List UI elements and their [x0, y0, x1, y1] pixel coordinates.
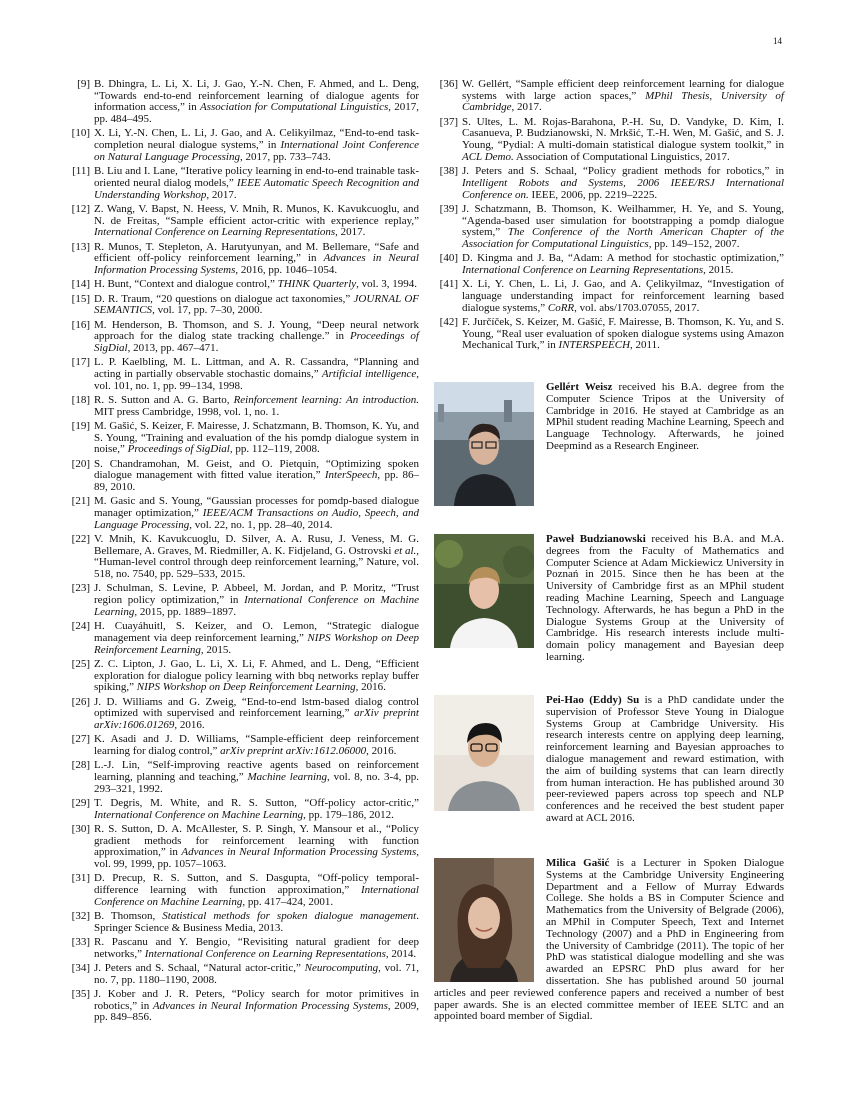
reference-item: [41] X. Li, Y. Chen, L. Li, J. Gao, and A. Çelikyilmaz, “Investigation of language understanding impact for reinforcement learning based dialogue systems,” CoRR, vol. abs/1703.07055, 2017.	[434, 279, 784, 314]
author-bio	[434, 695, 784, 825]
reference-item: [32] B. Thomson, Statistical methods for spoken dialogue management. Springer Science & Business Media, 2013.	[66, 911, 419, 934]
reference-number: [15]	[71, 292, 90, 305]
author-name: Pei-Hao (Eddy) Su	[546, 694, 640, 706]
reference-item: [33] R. Pascanu and Y. Bengio, “Revisiting natural gradient for deep networks,” International Conference on Learning Representations, 2014.	[66, 937, 419, 960]
reference-item: [24] H. Cuayáhuitl, S. Keizer, and O. Lemon, “Strategic dialogue management via deep reinforcement learning,” NIPS Workshop on Deep Reinforcement Learning, 2015.	[66, 621, 419, 656]
author-bio-text: received his B.A. degree from the Computer Science Tripos at the University of Cambridge in 2016. He stayed at Cambridge as an MPhil student reading Machine Learning, Speech and Language Technology. Afterwards, he joined Deepmind as a Research Engineer.	[546, 381, 785, 452]
reference-item: [22] V. Mnih, K. Kavukcuoglu, D. Silver, A. A. Rusu, J. Veness, M. G. Bellemare, A. Graves, M. Riedmiller, A. K. Fidjeland, G. Ostrovski et al., “Human-level control through deep reinforcement learning,” Nature, vol. 518, no. 7540, pp. 529–533, 2015.	[66, 534, 419, 581]
page-number: 14	[773, 36, 782, 46]
reference-item: [30] R. S. Sutton, D. A. McAllester, S. P. Singh, Y. Mansour et al., “Policy gradient methods for reinforcement learning with function approximation,” in Advances in Neural Information Processing Systems, vol. 99, 1999, pp. 1057–1063.	[66, 824, 419, 871]
reference-item: [37] S. Ultes, L. M. Rojas-Barahona, P.-H. Su, D. Vandyke, D. Kim, I. Casanueva, P. Budzianowski, N. Mrkšić, T.-H. Wen, M. Gašić, and S. J. Young, “Pydial: A multi-domain statistical dialogue system toolkit,” in ACL Demo. Association of Computational Linguistics, 2017.	[434, 117, 784, 164]
reference-item: [21] M. Gasic and S. Young, “Gaussian processes for pomdp-based dialogue manager optimization,” IEEE/ACM Transactions on Audio, Speech, and Language Processing, vol. 22, no. 1, pp. 28–40, 2014.	[66, 496, 419, 531]
reference-number: [19]	[71, 419, 90, 432]
reference-item: [36] W. Gellért, “Sample efficient deep reinforcement learning for dialogue systems with large action spaces,” MPhil Thesis, University of Cambridge, 2017.	[434, 79, 784, 114]
reference-item: [18] R. S. Sutton and A. G. Barto, Reinforcement learning: An introduction. MIT press Cambridge, 1998, vol. 1, no. 1.	[66, 395, 419, 418]
author-name: Paweł Budzianowski	[546, 533, 646, 545]
reference-number: [22]	[71, 533, 90, 546]
references-left-column	[66, 79, 419, 1027]
reference-number: [29]	[71, 796, 90, 809]
author-bio	[434, 858, 784, 1023]
author-photo	[434, 858, 534, 982]
reference-item: [23] J. Schulman, S. Levine, P. Abbeel, M. Jordan, and P. Moritz, “Trust region policy optimization,” in International Conference on Machine Learning, 2015, pp. 1889–1897.	[66, 583, 419, 618]
reference-item: [20] S. Chandramohan, M. Geist, and O. Pietquin, “Optimizing spoken dialogue management with fitted value iteration,” InterSpeech, pp. 86–89, 2010.	[66, 459, 419, 494]
reference-number: [42]	[439, 315, 458, 328]
reference-number: [25]	[71, 657, 90, 670]
reference-item: [31] D. Precup, R. S. Sutton, and S. Dasgupta, “Off-policy temporal-difference learning with function approximation,” International Conference on Machine Learning, pp. 417–424, 2001.	[66, 873, 419, 908]
reference-item: [17] L. P. Kaelbling, M. L. Littman, and A. R. Cassandra, “Planning and acting in partially observable stochastic domains,” Artificial intelligence, vol. 101, no. 1, pp. 99–134, 1998.	[66, 357, 419, 392]
reference-item: [15] D. R. Traum, “20 questions on dialogue act taxonomies,” JOURNAL OF SEMANTICS, vol. 17, pp. 7–30, 2000.	[66, 294, 419, 317]
reference-number: [10]	[71, 127, 90, 140]
author-bio-text: is a Lecturer in Spoken Dialogue Systems at the Cambridge University Engineering Department and a Fellow of Murray Edwards College. She holds a BS in Computer Science and Mathematics from the University of Belgrade (2006), an MPhil in Computer Speech, Text and Internet Technology (2007) and a PhD in Engineering from the University of Cambridge (2011). The topic of her PhD was statistical dialogue modelling and she was awarded an EPSRC PhD plus award for her dissertation. She has published around 50 journal articles and peer reviewed conference papers and received a number of best paper awards. She is an elected committee member of IEEE SLTC and an appointed board member of Sigdial.	[434, 857, 784, 1023]
author-bio-text: received his B.A. and M.A. degrees from the Faculty of Mathematics and Computer Science at Adam Mickiewicz University in Poznań in 2015. Since then he has been at the University of Cambridge first as an MPhil student reading Machine Learning, Speech and Language Technology. Afterwards, he has begun a PhD in the Dialogue Systems Group at the University of Cambridge. His research interests include multi-domain policy management and Bayesian deep learning.	[546, 533, 784, 663]
reference-number: [13]	[71, 240, 90, 253]
reference-item: [28] L.-J. Lin, “Self-improving reactive agents based on reinforcement learning, planning and teaching,” Machine learning, vol. 8, no. 3-4, pp. 293–321, 1992.	[66, 760, 419, 795]
reference-item: [34] J. Peters and S. Schaal, “Natural actor-critic,” Neurocomputing, vol. 71, no. 7, pp. 1180–1190, 2008.	[66, 963, 419, 986]
reference-number: [34]	[71, 962, 90, 975]
reference-item: [39] J. Schatzmann, B. Thomson, K. Weilhammer, H. Ye, and S. Young, “Agenda-based user simulation for bootstrapping a pomdp dialogue system,” The Conference of the North American Chapter of the Association for Computational Linguistics, pp. 149–152, 2007.	[434, 204, 784, 251]
references-right-column	[434, 79, 784, 355]
reference-number: [26]	[71, 695, 90, 708]
author-photo	[434, 534, 534, 648]
author-photo	[434, 382, 534, 506]
reference-item: [19] M. Gašić, S. Keizer, F. Mairesse, J. Schatzmann, B. Thomson, K. Yu, and S. Young, “Training and evaluation of the his pomdp dialogue system in noise,” Proceedings of SigDial, pp. 112–119, 2008.	[66, 421, 419, 456]
reference-item: [10] X. Li, Y.-N. Chen, L. Li, J. Gao, and A. Celikyilmaz, “End-to-end task-completion neural dialogue systems,” in International Joint Conference on Natural Language Processing, 2017, pp. 733–743.	[66, 128, 419, 163]
reference-number: [40]	[439, 252, 458, 265]
reference-item: [27] K. Asadi and J. D. Williams, “Sample-efficient deep reinforcement learning for dialog control,” arXiv preprint arXiv:1612.06000, 2016.	[66, 734, 419, 757]
reference-number: [38]	[439, 165, 458, 178]
reference-number: [23]	[71, 582, 90, 595]
reference-number: [9]	[77, 78, 90, 90]
reference-item: [13] R. Munos, T. Stepleton, A. Harutyunyan, and M. Bellemare, “Safe and efficient off-policy reinforcement learning,” in Advances in Neural Information Processing Systems, 2016, pp. 1046–1054.	[66, 242, 419, 277]
reference-number: [37]	[439, 115, 458, 128]
reference-number: [24]	[71, 620, 90, 633]
reference-item: [12] Z. Wang, V. Bapst, N. Heess, V. Mnih, R. Munos, K. Kavukcuoglu, and N. de Freitas, “Sample efficient actor-critic with experience replay,” International Conference on Learning Representations, 2017.	[66, 204, 419, 239]
author-photo	[434, 695, 534, 811]
reference-number: [12]	[71, 202, 90, 215]
reference-item: [16] M. Henderson, B. Thomson, and S. J. Young, “Deep neural network approach for the dialog state tracking challenge.” in Proceedings of SigDial, 2013, pp. 467–471.	[66, 320, 419, 355]
reference-number: [35]	[71, 988, 90, 1001]
reference-item: [42] F. Jurčíček, S. Keizer, M. Gašić, F. Mairesse, B. Thomson, K. Yu, and S. Young, “Real user evaluation of spoken dialogue systems using Amazon Mechanical Turk,” in INTERSPEECH, 2011.	[434, 317, 784, 352]
reference-number: [39]	[439, 202, 458, 215]
author-name: Milica Gašić	[546, 857, 610, 869]
reference-number: [17]	[71, 356, 90, 369]
reference-item: [25] Z. C. Lipton, J. Gao, L. Li, X. Li, F. Ahmed, and L. Deng, “Efficient exploration for dialogue policy learning with bbq networks replay buffer spiking,” NIPS Workshop on Deep Reinforcement Learning, 2016.	[66, 659, 419, 694]
reference-number: [31]	[71, 872, 90, 885]
reference-number: [32]	[71, 910, 90, 923]
reference-number: [30]	[71, 822, 90, 835]
author-bio	[434, 534, 784, 664]
reference-number: [27]	[71, 733, 90, 746]
reference-number: [36]	[439, 78, 458, 90]
reference-item: [35] J. Kober and J. R. Peters, “Policy search for motor primitives in robotics,” in Advances in Neural Information Processing Systems, 2009, pp. 849–856.	[66, 989, 419, 1024]
author-bio	[434, 382, 784, 510]
reference-number: [14]	[71, 278, 90, 291]
author-name: Gellért Weisz	[546, 381, 613, 393]
reference-number: [28]	[71, 759, 90, 772]
reference-item: [38] J. Peters and S. Schaal, “Policy gradient methods for robotics,” in Intelligent Robots and Systems, 2006 IEEE/RSJ International Conference on. IEEE, 2006, pp. 2219–2225.	[434, 166, 784, 201]
reference-number: [18]	[71, 393, 90, 406]
reference-item: [14] H. Bunt, “Context and dialogue control,” THINK Quarterly, vol. 3, 1994.	[66, 279, 419, 291]
reference-number: [20]	[71, 457, 90, 470]
reference-number: [16]	[71, 318, 90, 331]
reference-item: [40] D. Kingma and J. Ba, “Adam: A method for stochastic optimization,” International Conference on Learning Representations, 2015.	[434, 253, 784, 276]
author-bio-text: is a PhD candidate under the supervision of Professor Steve Young in Dialogue Systems Group at Cambridge University. His research interests centre on applying deep learning, reinforcement learning and Bayesian approaches to dialogue management and reward estimation, with the aim of building systems that can learn directly from human interaction. He has published around 30 peer-reviewed papers across top speech and NLP conferences and he received the best student paper award at ACL 2016.	[546, 694, 784, 824]
reference-item: [29] T. Degris, M. White, and R. S. Sutton, “Off-policy actor-critic,” International Conference on Machine Learning, pp. 179–186, 2012.	[66, 798, 419, 821]
reference-item: [9] B. Dhingra, L. Li, X. Li, J. Gao, Y.-N. Chen, F. Ahmed, and L. Deng, “Towards end-to-end reinforcement learning of dialogue agents for information access,” in Association for Computational Linguistics, 2017, pp. 484–495.	[66, 79, 419, 126]
reference-item: [11] B. Liu and I. Lane, “Iterative policy learning in end-to-end trainable task-oriented neural dialog models,” IEEE Automatic Speech Recognition and Understanding Workshop, 2017.	[66, 166, 419, 201]
reference-number: [41]	[439, 278, 458, 291]
reference-number: [33]	[71, 936, 90, 949]
reference-item: [26] J. D. Williams and G. Zweig, “End-to-end lstm-based dialog control optimized with supervised and reinforcement learning,” arXiv preprint arXiv:1606.01269, 2016.	[66, 697, 419, 732]
reference-number: [21]	[71, 495, 90, 508]
reference-number: [11]	[72, 165, 90, 178]
